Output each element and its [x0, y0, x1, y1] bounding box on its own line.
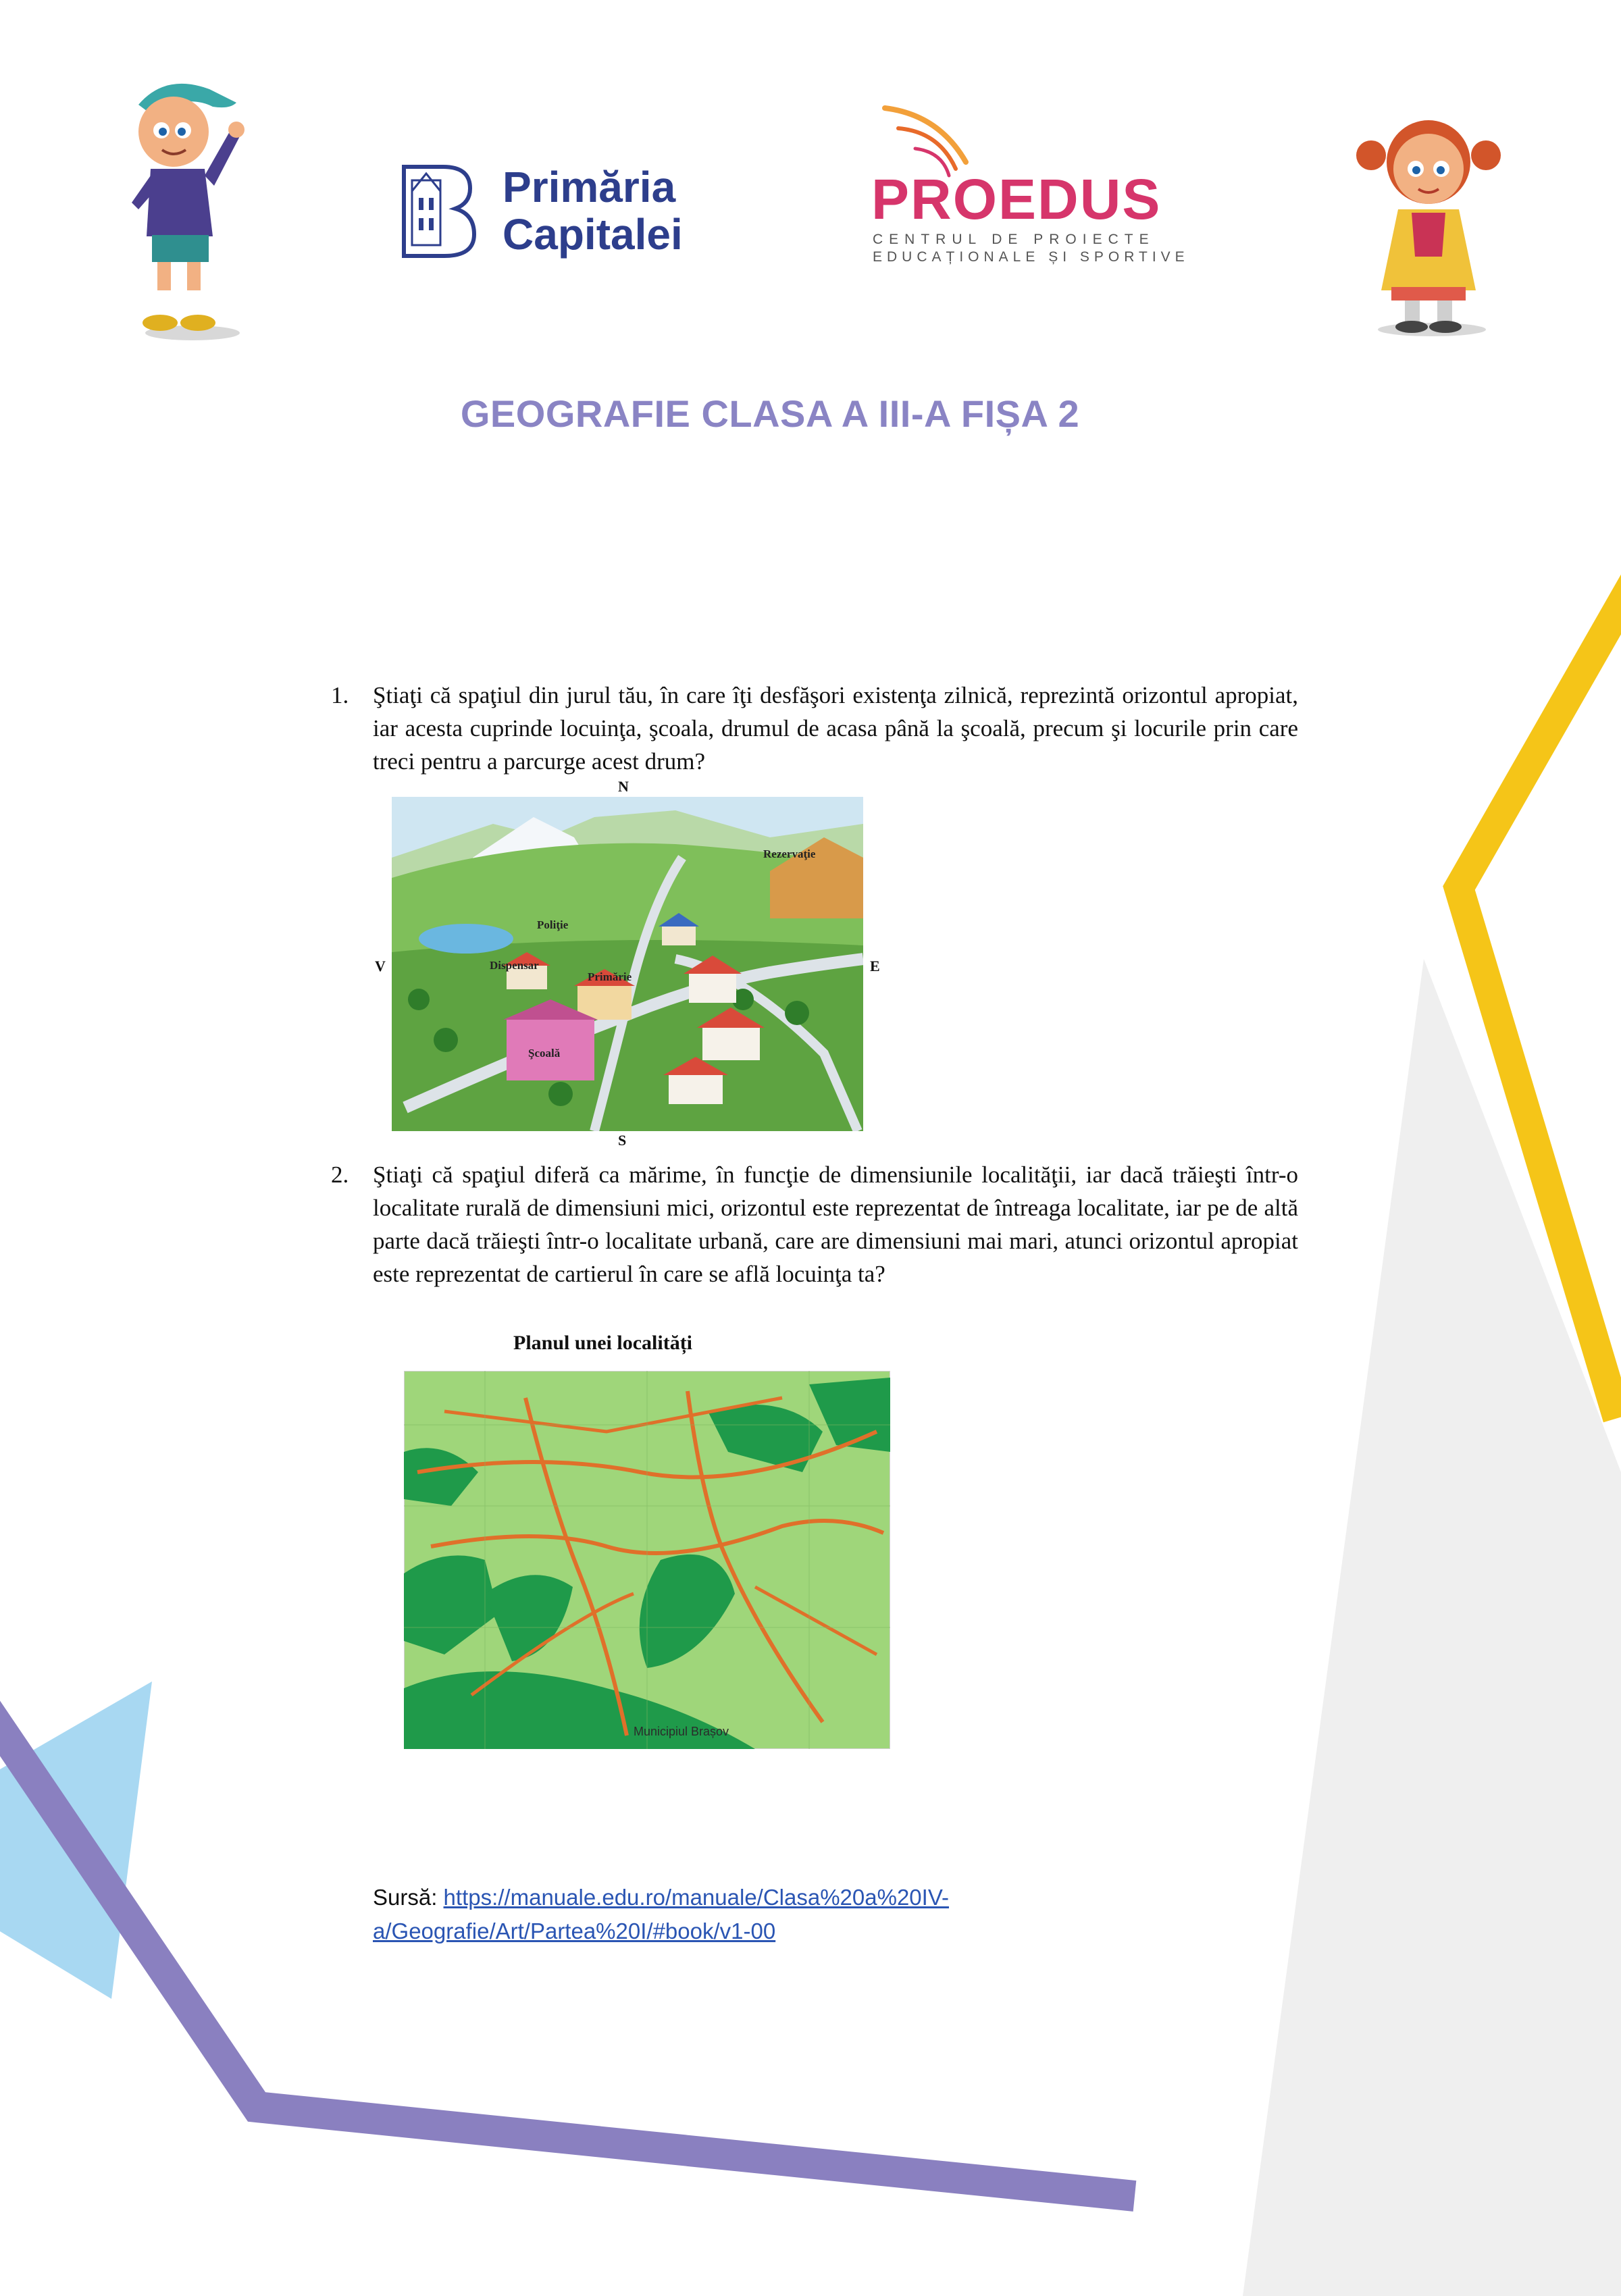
page-title: GEOGRAFIE CLASA A III-A FIȘA 2	[460, 392, 1080, 435]
proedus-tagline-line1: CENTRUL DE PROIECTE	[873, 232, 1155, 247]
map-label-primarie: Primărie	[588, 970, 632, 983]
question-2-text: Ştiaţi că spaţiul diferă ca mărime, în funcţie de dimensiunile localităţii, iar dacă trăieşti într-o localitate rurală de dimensiuni mici, orizontul este reprezentat de întreaga localitate, iar pe de altă parte dacă trăieşti într-o localitate urbană, care are dimensiuni mai mari, atunci orizontul apropiat este reprezentat de cartierul în care se află locuinţa ta?	[373, 1162, 1298, 1287]
primaria-logo-line1: Primăria	[503, 163, 676, 211]
compass-east: E	[870, 958, 880, 974]
question-1	[331, 679, 1298, 778]
compass-north: N	[618, 778, 629, 795]
map-label-scoala: Şcoală	[528, 1047, 561, 1060]
map-label-rezervatie: Rezervaţie	[763, 847, 816, 860]
girl-mascot-illustration	[1351, 101, 1506, 338]
purple-stripe-shape	[0, 1708, 1135, 2196]
map-label-dispensar: Dispensar	[490, 959, 539, 972]
question-1-number: 1.	[331, 682, 349, 708]
source-label: Sursă:	[373, 1885, 438, 1910]
primaria-logo-line2: Capitalei	[503, 210, 683, 259]
proedus-logo	[871, 101, 1209, 263]
source-link-part1[interactable]: https://manuale.edu.ro/manuale/Clasa%20a%20IV-	[443, 1885, 950, 1910]
city-map-caption: Municipiul Brașov	[634, 1725, 729, 1738]
village-map-illustration	[392, 797, 863, 1131]
compass-south: S	[618, 1132, 627, 1149]
primaria-emblem-icon	[400, 164, 478, 259]
source-reference	[373, 1881, 949, 1948]
source-line-2	[373, 1914, 949, 1948]
map-label-politie: Poliţie	[537, 918, 569, 931]
proedus-logo-name: PROEDUS	[871, 167, 1162, 231]
grey-triangle-shape	[1243, 959, 1621, 2296]
question-2	[331, 1158, 1298, 1290]
question-2-number: 2.	[331, 1162, 349, 1188]
question-1-text: Ştiaţi că spaţiul din jurul tău, în care îţi desfăşori existenţa zilnică, reprezintă orizontul apropiat, iar acesta cuprinde locuinţa, şcoala, drumul de acasa până la şcoală, precum şi locurile prin care treci pentru a parcurge acest drum?	[373, 682, 1298, 775]
boy-mascot-illustration	[111, 68, 247, 348]
city-map-title: Planul unei localități	[513, 1332, 693, 1354]
source-line-1	[373, 1881, 949, 1914]
proedus-tagline-line2: EDUCAȚIONALE ȘI SPORTIVE	[873, 249, 1189, 265]
city-plan-map	[404, 1371, 890, 1749]
compass-west: V	[375, 958, 386, 974]
source-link-part2[interactable]: a/Geografie/Art/Partea%20I/#book/v1-00	[373, 1919, 776, 1943]
primaria-capitalei-logo	[400, 162, 738, 263]
